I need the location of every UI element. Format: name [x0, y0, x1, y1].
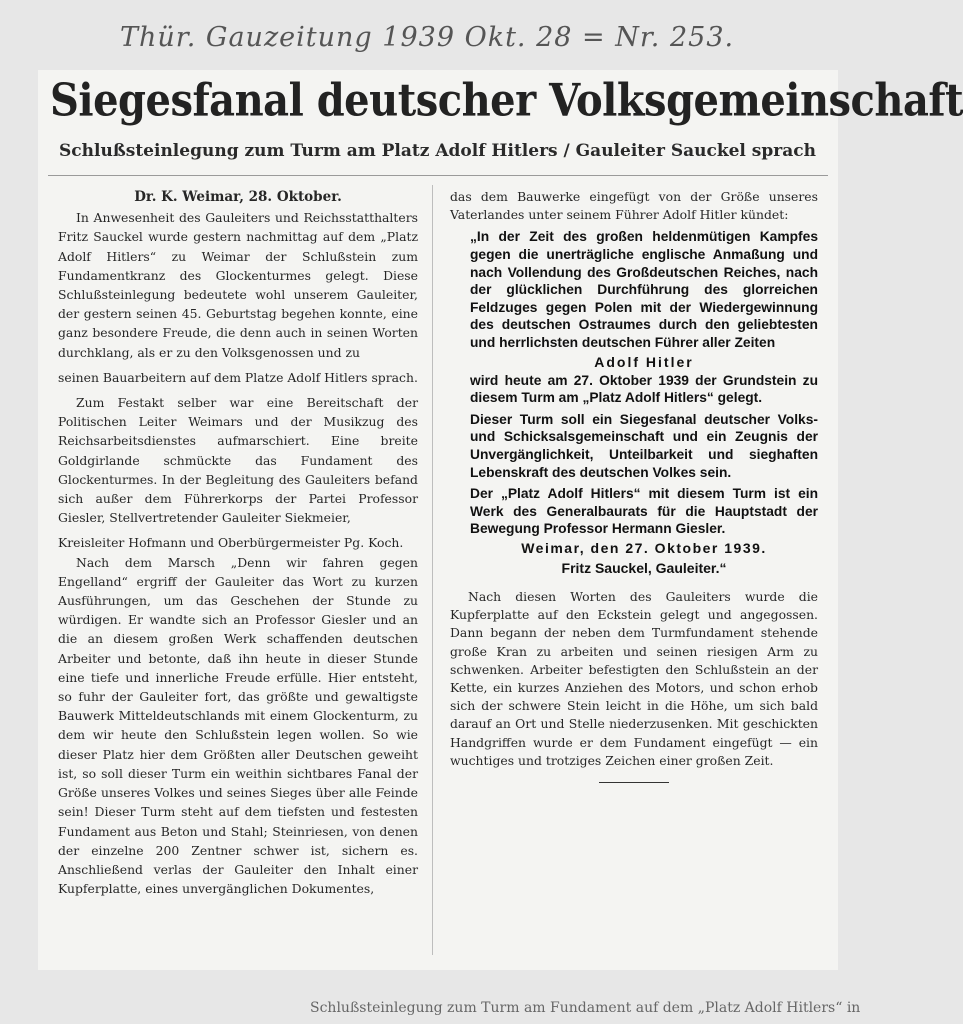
- quote-signature: Fritz Sauckel, Gauleiter.“: [561, 559, 727, 576]
- document-quote-2: wird heute am 27. Oktober 1939 der Grundstein zu diesem Turm am „Platz Adolf Hitlers“ gelegt.: [470, 372, 818, 406]
- headline: Siegesfanal deutscher Volksgemeinschaft: [50, 74, 963, 127]
- quote-date: Weimar, den 27. Oktober 1939.: [521, 539, 767, 556]
- left-paragraph-2b: Kreisleiter Hofmann und Oberbürgermeister Pg. Koch.: [58, 535, 404, 551]
- document-quote-3: Dieser Turm soll ein Siegesfanal deutscher Volks- und Schicksalsgemeinschaft und ein Zeugnis der Unvergänglichkeit, Unteilbarkeit und sieghaften Lebenskraft des deutschen Volkes sein.: [470, 411, 818, 480]
- left-paragraph-2: Zum Festakt selber war eine Bereitschaft der Politischen Leiter Weimars und der Musikzug des Reichsarbeitsdienstes aufmarschiert. Eine breite Goldgirlande schmückte das Fundament des Glockenturmes. In der Begleitung des Gauleiters befand sich außer dem Führerkorps der Partei Professor Giesler, Stellvertretender Gauleiter Siekmeier,: [58, 395, 418, 526]
- left-column: [58, 188, 418, 898]
- end-rule: [599, 782, 669, 783]
- right-column: [450, 188, 818, 783]
- right-paragraph-intro: das dem Bauwerke eingefügt von der Größe unseres Vaterlandes unter seinem Führer Adolf Hitler kündet:: [450, 189, 818, 223]
- quote-name: Adolf Hitler: [594, 353, 694, 370]
- subheadline: Schlußsteinlegung zum Turm am Platz Adolf Hitlers / Gauleiter Sauckel sprach: [59, 141, 816, 161]
- document-quote-4: Der „Platz Adolf Hitlers“ mit diesem Turm ist ein Werk des Generalbaurats für die Hauptstadt der Bewegung Professor Hermann Giesler.: [470, 486, 818, 537]
- document-quote-1: „In der Zeit des großen heldenmütigen Kampfes gegen die unerträgliche englische Anmaßung und nach Vollendung des Großdeutschen Reiches, nach der glücklichen Durchführung des glorreichen Feldzuges gegen Polen mit der Wiedergewinnung des deutschen Ostraumes durch den geliebtesten und herrlichsten deutschen Führer aller Zeiten: [470, 229, 818, 350]
- handwritten-archive-note: Thür. Gauzeitung 1939 Okt. 28 = Nr. 253.: [120, 22, 735, 53]
- left-paragraph-3: Nach dem Marsch „Denn wir fahren gegen Engelland“ ergriff der Gauleiter das Wort zu kurzen Ausführungen, um das Geschehen der Stunde zu würdigen. Er wandte sich an Professor Giesler und an die an diesem großen Werk schaffenden deutschen Arbeiter und betonte, daß ihn heute in dieser Stunde eine tiefe und innerliche Freude erfülle. Hier entsteht, so fuhr der Gauleiter fort, das größte und gewaltigste Bauwerk Mitteldeutschlands mit einem Glockenturm, zu dem wir heute den Schlußstein legen wollen. So wie dieser Platz hier dem Größten aller Deutschen geweiht ist, so soll dieser Turm ein weithin sichtbares Fanal der Größe unseres Volkes und seines Sieges über alle Feinde sein! Dieser Turm steht auf dem tiefsten und festesten Fundament aus Beton und Stahl; Steinriesen, von denen der einzelne 200 Zentner schwer ist, sichern es. Anschließend verlas der Gauleiter den Inhalt einer Kupferplatte, eines unvergänglichen Dokumentes,: [58, 554, 418, 897]
- left-paragraph-1: In Anwesenheit des Gauleiters und Reichsstatthalters Fritz Sauckel wurde gestern nachmittag auf dem „Platz Adolf Hitlers“ zu Weimar der Schlußstein zum Fundamentkranz des Glockenturmes gelegt. Diese Schlußsteinlegung bedeutete wohl unserem Gauleiter, der gestern seinen 45. Geburtstag begehen konnte, eine ganz besondere Freude, die denn auch in seinen Worten durchklang, als er zu den Volksgenossen und zu: [58, 210, 418, 360]
- dateline: Dr. K. Weimar, 28. Oktober.: [134, 189, 342, 205]
- next-clipping-fragment: Schlußsteinlegung zum Turm am Fundament auf dem „Platz Adolf Hitlers“ in: [310, 1000, 861, 1016]
- column-divider: [432, 185, 433, 955]
- right-paragraph-end: Nach diesen Worten des Gauleiters wurde die Kupferplatte auf den Eckstein gelegt und angegossen. Dann begann der neben dem Turmfundament stehende große Kran zu arbeiten und seinen riesigen Arm zu schwenken. Arbeiter befestigten den Schlußstein an der Kette, ein kurzes Anziehen des Motors, und schon erhob sich der schwere Stein leicht in die Höhe, um sich bald darauf an Ort und Stelle niederzusenken. Mit geschickten Handgriffen wurde er dem Fundament eingefügt — ein wuchtiges und trotziges Zeichen einer großen Zeit.: [450, 588, 818, 768]
- headline-rule: [48, 175, 828, 176]
- left-paragraph-1b: seinen Bauarbeitern auf dem Platze Adolf Hitlers sprach.: [58, 369, 418, 385]
